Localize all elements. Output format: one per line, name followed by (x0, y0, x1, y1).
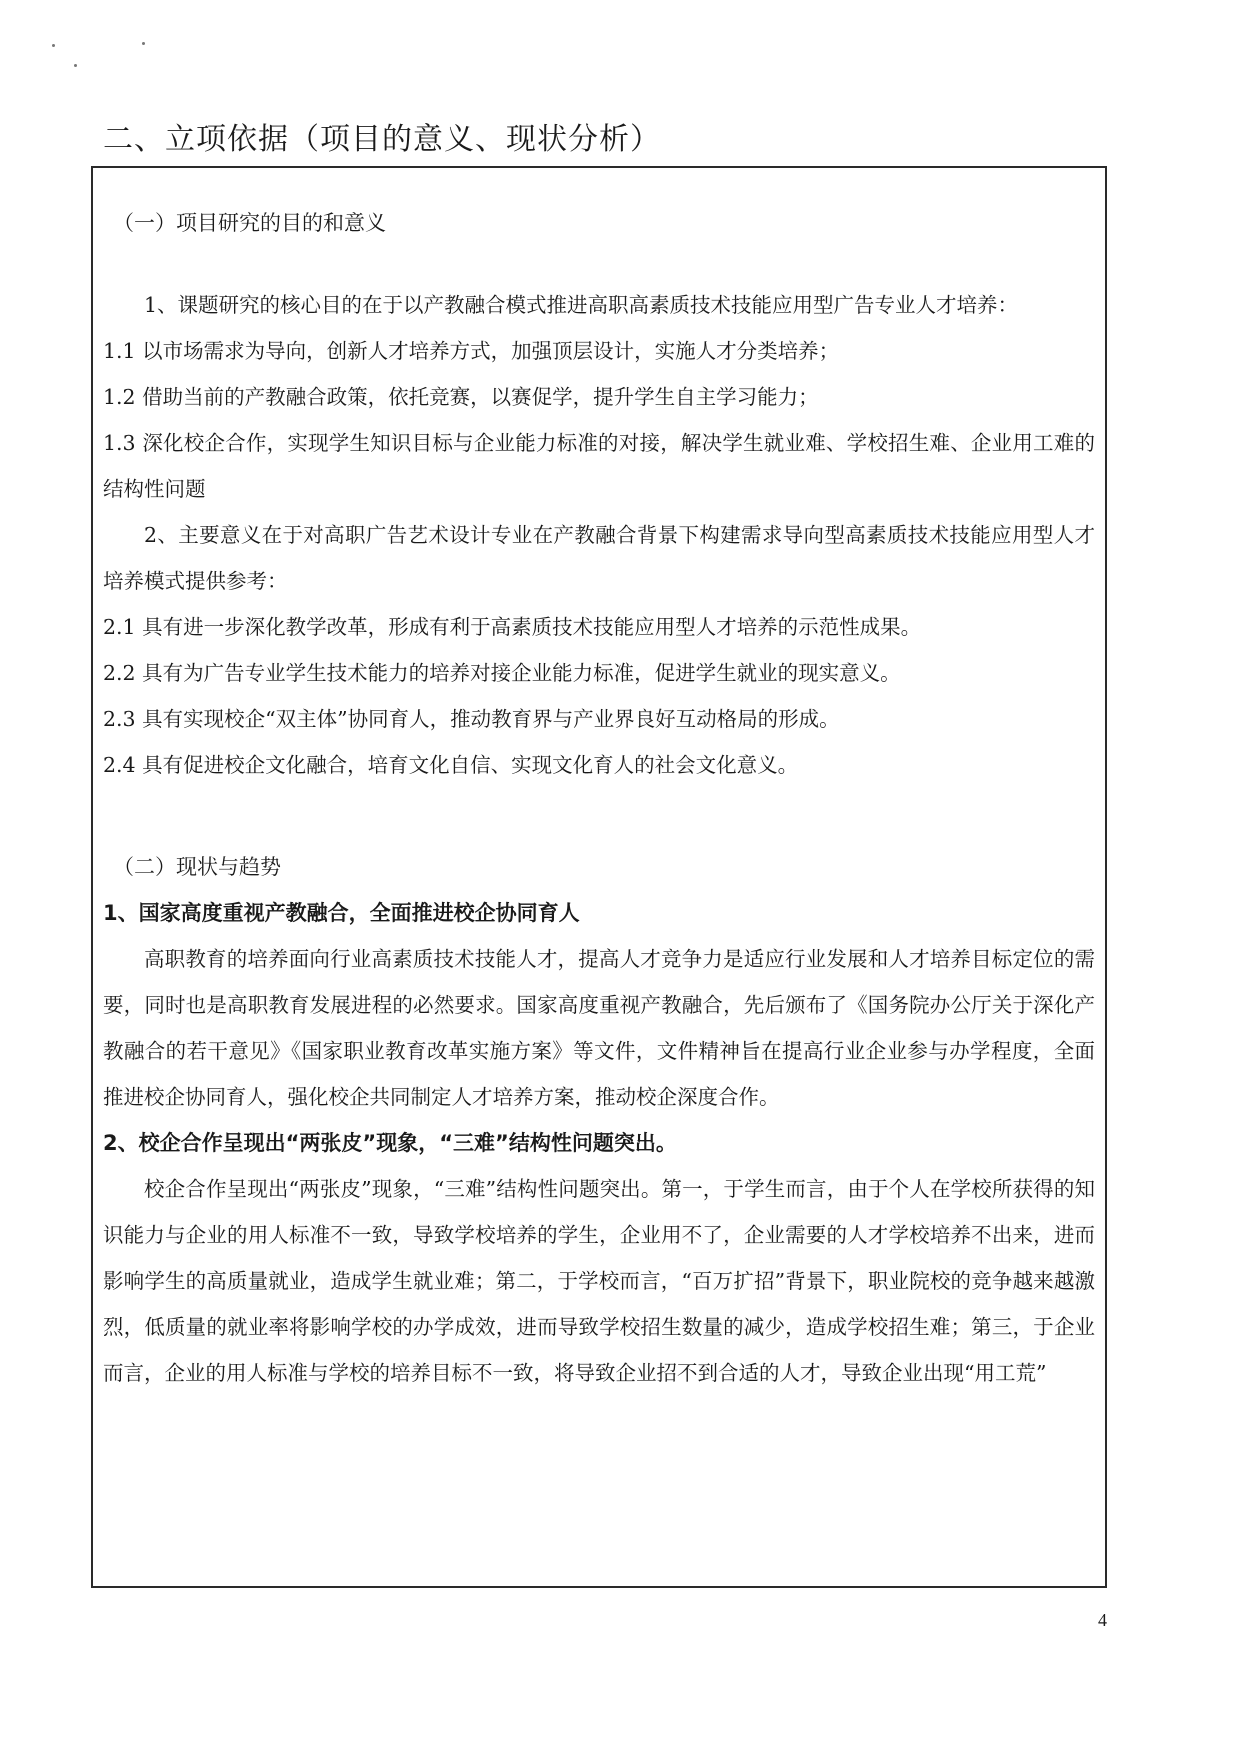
part1-title: （一）项目研究的目的和意义 (113, 211, 386, 235)
part1-paragraph: 2.1 具有进一步深化教学改革，形成有利于高素质技术技能应用型人才培养的示范性成果。 (103, 615, 922, 639)
content-body (103, 200, 1095, 1396)
part1-paragraph: 1.2 借助当前的产教融合政策，依托竞赛，以赛促学，提升学生自主学习能力； (103, 385, 819, 409)
part2-paragraph-2: 校企合作呈现出“两张皮”现象，“三难”结构性问题突出。第一，于学生而言，由于个人在学校所获得的知识能力与企业的用人标准不一致，导致学校培养的学生，企业用不了，企业需要的人才学校培养不出来，进而影响学生的高质量就业，造成学生就业难；第二，于学校而言，“百万扩招”背景下，职业院校的竞争越来越激烈，低质量的就业率将影响学校的办学成效，进而导致学校招生数量的减少，造成学校招生难；第三，于企业而言，企业的用人标准与学校的培养目标不一致，将导致企业招不到合适的人才，导致企业出现“用工荒” (103, 1177, 1095, 1385)
part2-heading-1: 1、国家高度重视产教融合，全面推进校企协同育人 (103, 901, 580, 925)
section-heading: 二、立项依据（项目的意义、现状分析） (103, 122, 661, 157)
content-box (91, 166, 1107, 1588)
part2-heading-2: 2、校企合作呈现出“两张皮”现象，“三难”结构性问题突出。 (103, 1131, 677, 1155)
part1-paragraph: 2.2 具有为广告专业学生技术能力的培养对接企业能力标准，促进学生就业的现实意义。 (103, 661, 901, 685)
part1-paragraph: 2、主要意义在于对高职广告艺术设计专业在产教融合背景下构建需求导向型高素质技术技能应用型人才培养模式提供参考： (103, 523, 1095, 593)
part2-paragraph-1: 高职教育的培养面向行业高素质技术技能人才，提高人才竞争力是适应行业发展和人才培养目标定位的需要，同时也是高职教育发展进程的必然要求。国家高度重视产教融合，先后颁布了《国务院办公厅关于深化产教融合的若干意见》《国家职业教育改革实施方案》等文件，文件精神旨在提高行业企业参与办学程度，全面推进校企协同育人，强化校企共同制定人才培养方案，推动校企深度合作。 (103, 947, 1095, 1109)
part1-paragraph: 1.1 以市场需求为导向，创新人才培养方式，加强顶层设计，实施人才分类培养； (103, 339, 840, 363)
scan-speck (52, 44, 55, 47)
part1-paragraph: 2.3 具有实现校企“双主体”协同育人，推动教育界与产业界良好互动格局的形成。 (103, 707, 840, 731)
part1-paragraph: 1、课题研究的核心目的在于以产教融合模式推进高职高素质技术技能应用型广告专业人才培养： (144, 293, 1019, 317)
scan-speck (142, 42, 145, 45)
part1-paragraph: 2.4 具有促进校企文化融合，培育文化自信、实现文化育人的社会文化意义。 (103, 753, 799, 777)
part2-title: （二）现状与趋势 (113, 855, 281, 879)
part1-paragraph: 1.3 深化校企合作，实现学生知识目标与企业能力标准的对接，解决学生就业难、学校招生难、企业用工难的结构性问题 (103, 431, 1095, 501)
scan-speck (74, 64, 77, 67)
page-number: 4 (1098, 1610, 1107, 1630)
